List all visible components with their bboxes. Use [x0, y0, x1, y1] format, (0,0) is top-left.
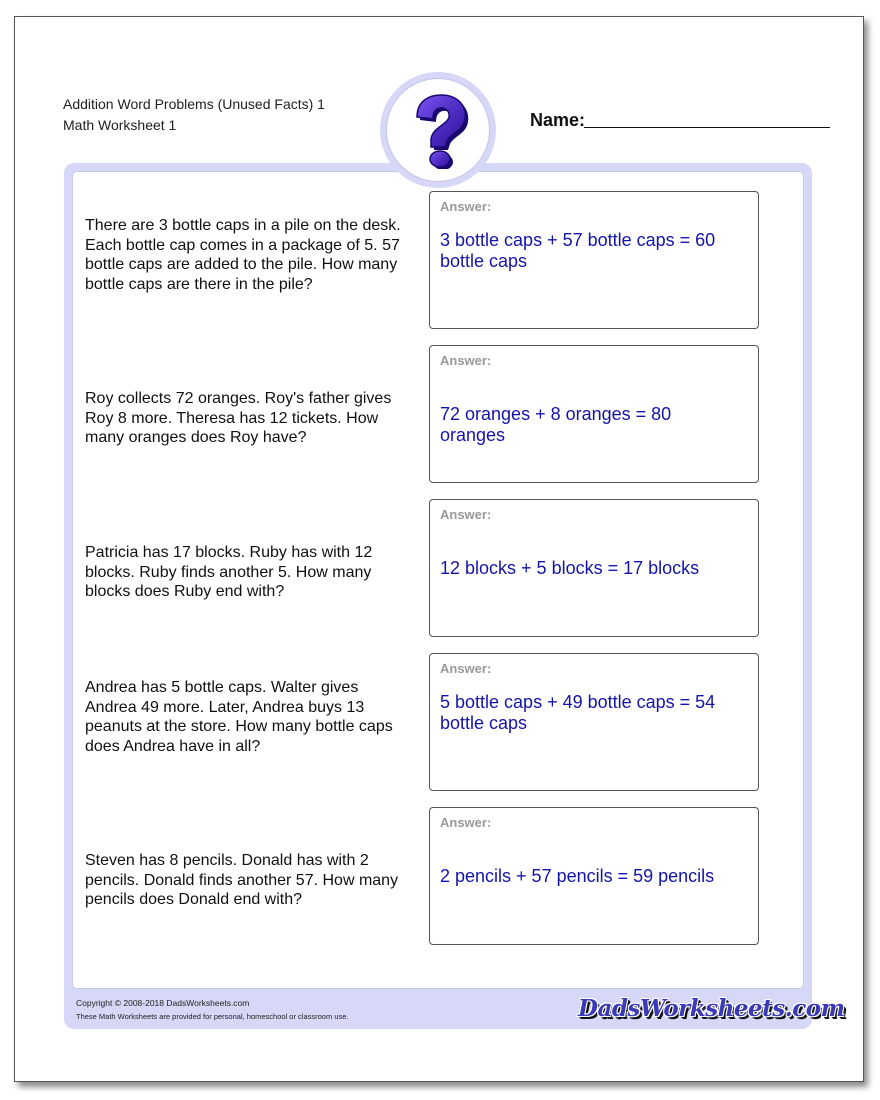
answer-3-text: 12 blocks + 5 blocks = 17 blocks	[440, 558, 700, 578]
problem-2-text: Roy collects 72 oranges. Roy's father gives Roy 8 more. Theresa has 12 tickets. How many oranges does Roy have?	[85, 390, 392, 446]
answer-2-text: 72 oranges + 8 oranges = 80 oranges	[440, 404, 672, 445]
problem-5-text: Steven has 8 pencils. Donald has with 2 pencils. Donald finds another 57. How many pencils does Donald end with?	[85, 852, 399, 908]
problem-4-text: Andrea has 5 bottle caps. Walter gives Andrea 49 more. Later, Andrea buys 13 peanuts at the store. How many bottle caps does Andrea have in all?	[85, 679, 393, 755]
brand-logo[interactable]: DadsWorksheets.com	[578, 995, 845, 1022]
answer-box-5[interactable]	[429, 807, 759, 945]
answer-5-text: 2 pencils + 57 pencils = 59 pencils	[440, 866, 715, 886]
answer-label: Answer:	[440, 507, 492, 522]
problem-1-text: There are 3 bottle caps in a pile on the desk. Each bottle cap comes in a package of 5. 57 bottle caps are added to the pile. How many bottle caps are there in the pile?	[85, 217, 401, 293]
worksheet-subtitle: Math Worksheet 1	[63, 117, 177, 133]
answer-box-2[interactable]	[429, 345, 759, 483]
worksheet-title: Addition Word Problems (Unused Facts) 1	[63, 96, 325, 112]
answer-label: Answer:	[440, 199, 492, 214]
answer-box-4[interactable]	[429, 653, 759, 791]
problem-3-text: Patricia has 17 blocks. Ruby has with 12 blocks. Ruby finds another 5. How many blocks does Ruby end with?	[85, 544, 373, 600]
footer-usage-note: These Math Worksheets are provided for personal, homeschool or classroom use.	[76, 1012, 349, 1021]
answer-label: Answer:	[440, 661, 492, 676]
name-field-line[interactable]	[584, 127, 830, 128]
question-mark-icon	[407, 93, 471, 169]
footer-copyright: Copyright © 2008-2018 DadsWorksheets.com	[76, 998, 250, 1008]
answer-box-1[interactable]	[429, 191, 759, 329]
logo-badge-inner	[386, 78, 490, 182]
answer-box-3[interactable]	[429, 499, 759, 637]
logo-badge	[380, 72, 496, 188]
name-label: Name:	[530, 110, 586, 130]
answer-4-text: 5 bottle caps + 49 bottle caps = 54 bottle caps	[440, 692, 716, 733]
answer-1-text: 3 bottle caps + 57 bottle caps = 60 bottle caps	[440, 230, 716, 271]
answer-label: Answer:	[440, 815, 492, 830]
answer-label: Answer:	[440, 353, 492, 368]
